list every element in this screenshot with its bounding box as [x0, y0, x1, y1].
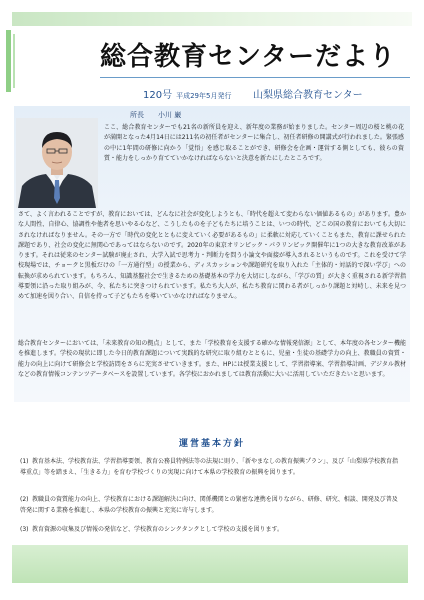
portrait-image — [16, 118, 98, 208]
role-label: 所長 — [130, 111, 144, 119]
message-paragraph-1: ここ、総合教育センターでも21名の新所員を迎え、新年度の業務が始まりました。センター周辺の桜と桃の花が満開となった4月14日には211名の初任者がセンターに集合し、初任者研修の開講式が行われました。緊張感の中に1年間の研修に向かう「覚悟」を感じ取ることができ、研修会を企画・運営する側としても、彼らの資質・能力をしっかり育てていかなければならないと決意を新たにしたところです。 — [104, 124, 404, 162]
policy-item — [20, 456, 398, 478]
policy-heading: 運営基本方針 — [178, 439, 245, 449]
header-accent-bar-inner — [13, 34, 15, 88]
policy-item-number: (2) — [20, 496, 29, 503]
policy-item-number: (1) — [20, 458, 29, 465]
message-paragraph-3: 総合教育センターにおいては、「未来教育の知の拠点」として、また「学校教育を支援する確かな情報発信源」として、本年度の各センター機能を推進します。学校の現状に即した今日的教育課題について実践的な研究に取り組むとともに、児童・生徒の基礎学力の向上、教職員の資質・能力の向上に向けて研修会と学校訪問をさらに充実させていきます。また、HPには授業支援として、学習指導案、学習指導計画、デジタル教材などの教育情報コンテンツデータベースを設置しています。各学校におかれましては教育活動に大いに活用していただきたいと思います。 — [18, 340, 406, 378]
footer-decoration-band — [12, 545, 408, 583]
policy-item-text: 教職員の資質能力の向上、学校教育における課題解決に向け、関係機関との緊密な連携を図りながら、研修、研究、相談、開発及び普及啓発に関する業務を推進し、本県の学校教育の振興と充実に寄与します。 — [20, 496, 398, 514]
issue-date: 平成29年5月発行 — [176, 92, 232, 100]
header-accent-bar — [6, 30, 11, 92]
policy-item-number: (3) — [20, 526, 29, 533]
policy-item — [20, 524, 398, 535]
header-decoration-band — [12, 12, 412, 26]
policy-item — [20, 494, 398, 516]
director-title — [130, 110, 195, 120]
policy-item-text: 教育資源の収集及び情報の発信など、学校教育のシンクタンクとして学校の支援を図ります。 — [32, 526, 284, 533]
issue-info — [143, 86, 231, 101]
policy-item-text: 教育基本法、学校教育法、学習指導要領、教育公務員特例法等の法規に則り、「新やまなしの教育振興プラン」、及び「山梨県学校教育指導重点」等を踏まえ、「生きる力」を育む学校づくりの実現に向けて本県の学校教育の振興を図ります。 — [20, 458, 399, 476]
title-rule — [100, 77, 410, 78]
publisher-name: 山梨県総合教育センター — [253, 90, 363, 101]
message-paragraph-2: さて、よく言われることですが、教育においては、どんなに社会が変化しようとも、「時代を超えて変わらない価値あるもの」があります。豊かな人間性、自律心、協調性や他者を思いやる心など、こうしたものを子どもたちに培うことは、いつの時代、どこの国の教育においても大切にされなければなりません。その一方で「時代の変化とともに変えていく必要があるもの」に柔軟に対応していくこともまた、教育に課せられた課題であり、社会の変化に無関心であってはならないのです。2020年の東京オリンピック・パラリンピック開催年に1つの大きな教育改革があります。それは従来のセンター試験が廃止され、大学入試で思考力・判断力を問う小論文や面接が導入されるというものです。これを受けて学校現場では、チョークと黒板だけの「一方通行型」の授業から、ディスカッションや課題研究を取り入れた「主体的・対話的で深い学び」への転換が求められています。もちろん、知識基盤社会で生きるための基礎基本の学力を大切にしながら、「学びの質」が大きく重視される新学習指導要領に沿った取り組みが、今、私たちに突きつけられています。私たち大人が、私たち教育に関わる者がしっかり課題と対峙し、未来を見つめて加速を図り合い、自信を持って子どもたちを導いていかなければなりません。 — [18, 211, 406, 301]
issue-number: 120号 — [143, 90, 173, 101]
director-name: 小川 巌 — [158, 111, 182, 119]
director-photo — [16, 118, 98, 208]
newsletter-title: 総合教育センターだより — [100, 42, 396, 72]
